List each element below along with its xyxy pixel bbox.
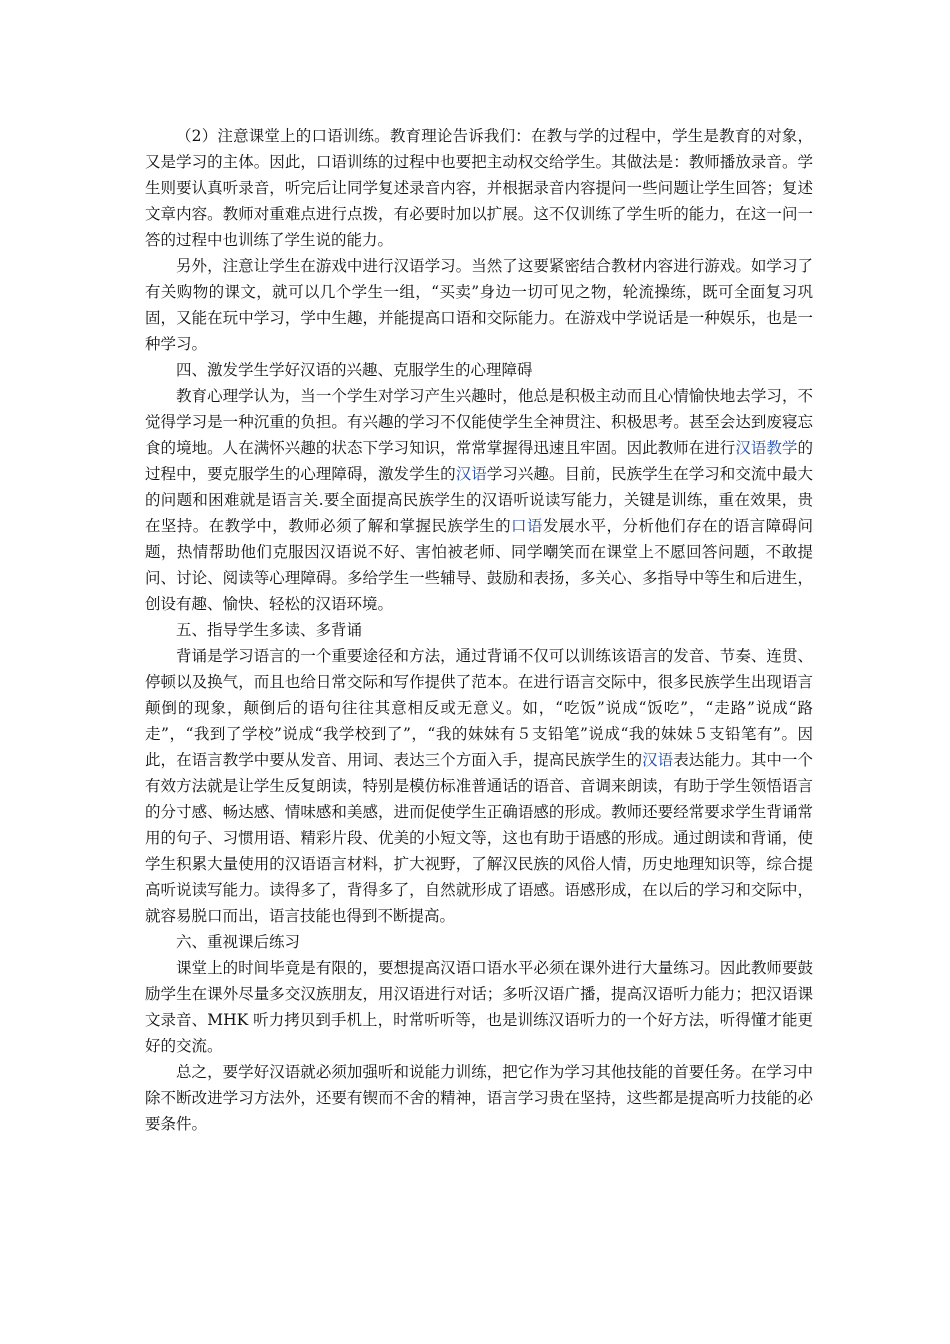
text-run: 五、指导学生多读、多背诵 [176,621,363,639]
body-paragraph [145,955,813,1059]
document-body [145,123,813,1137]
keyword-link[interactable]: 汉语 [455,465,487,483]
text-run: 学习兴趣。目前，民族学生在学习和交流中最大的问题和困难就是语言关.要全面提高民族学生的汉语听说读写能力，关键是训练，重在效果，贵在坚持。在教学中，教师必须了解和掌握民族学生的 [145,465,813,535]
text-run: 总之，要学好汉语就必须加强听和说能力训练，把它作为学习其他技能的首要任务。在学习中除不断改进学习方法外，还要有锲而不舍的精神，语言学习贵在坚持，这些都是提高听力技能的必要条件。 [145,1063,813,1133]
section-heading [145,357,813,383]
body-paragraph [145,383,813,617]
text-run: 的过程中，要克服学生的心理障碍，激发学生的 [145,439,813,483]
body-paragraph [145,1059,813,1137]
text-run: 背诵是学习语言的一个重要途径和方法，通过背诵不仅可以训练该语言的发音、节奏、连贯、停顿以及换气，而且也给日常交际和写作提供了范本。在进行语言交际中，很多民族学生出现语言颠倒的现象，颠倒后的语句往往其意相反或无意义。如，“吃饭”说成“饭吃”，“走路”说成“路走”，“我到了学校”说成“我学校到了”，“我的妹妹有５支铅笔”说成“我的妹妹５支铅笔有”。因此，在语言教学中要从发音、用词、表达三个方面入手，提高民族学生的 [145,647,813,769]
text-run: 发展水平，分析他们存在的语言障碍问题，热情帮助他们克服因汉语说不好、害怕被老师、同学嘲笑而在课堂上不愿回答问题，不敢提问、讨论、阅读等心理障碍。多给学生一些辅导、鼓励和表扬，多关心、多指导中等生和后进生，创设有趣、愉快、轻松的汉语环境。 [145,517,813,613]
keyword-link[interactable]: 汉语教学 [735,439,798,457]
text-run: 另外，注意让学生在游戏中进行汉语学习。当然了这要紧密结合教材内容进行游戏。如学习了有关购物的课文，就可以几个学生一组，“买卖”身边一切可见之物，轮流操练，既可全面复习巩固，又能在玩中学习，学中生趣，并能提高口语和交际能力。在游戏中学说话是一种娱乐，也是一种学习。 [145,257,813,353]
body-paragraph [145,253,813,357]
text-run: 课堂上的时间毕竟是有限的，要想提高汉语口语水平必须在课外进行大量练习。因此教师要鼓励学生在课外尽量多交汉族朋友，用汉语进行对话；多听汉语广播，提高汉语听力能力；把汉语课文录音、MHK 听力拷贝到手机上，时常听听等，也是训练汉语听力的一个好方法，听得懂才能更好的交流。 [145,959,813,1055]
section-heading [145,929,813,955]
body-paragraph [145,123,813,253]
keyword-link[interactable]: 汉语 [642,751,674,769]
body-paragraph [145,643,813,929]
text-run: （2）注意课堂上的口语训练。教育理论告诉我们：在教与学的过程中，学生是教育的对象，又是学习的主体。因此，口语训练的过程中也要把主动权交给学生。其做法是：教师播放录音。学生则要认真听录音，听完后让同学复述录音内容，并根据录音内容提问一些问题让学生回答；复述文章内容。教师对重难点进行点拨，有必要时加以扩展。这不仅训练了学生听的能力，在这一问一答的过程中也训练了学生说的能力。 [145,127,813,249]
text-run: 六、重视课后练习 [176,933,301,951]
keyword-link[interactable]: 口语 [511,517,543,535]
text-run: 教育心理学认为，当一个学生对学习产生兴趣时，他总是积极主动而且心情愉快地去学习，不觉得学习是一种沉重的负担。有兴趣的学习不仅能使学生全神贯注、积极思考。甚至会达到废寝忘食的境地。人在满怀兴趣的状态下学习知识，常常掌握得迅速且牢固。因此教师在进行 [145,387,813,457]
text-run: 四、激发学生学好汉语的兴趣、克服学生的心理障碍 [176,361,533,379]
section-heading [145,617,813,643]
text-run: 表达能力。其中一个有效方法就是让学生反复朗读，特别是模仿标准普通话的语音、音调来朗读，有助于学生领悟语言的分寸感、畅达感、情味感和美感，进而促使学生正确语感的形成。教师还要经常要求学生背诵常用的句子、习惯用语、精彩片段、优美的小短文等，这也有助于语感的形成。通过朗读和背诵，使学生积累大量使用的汉语语言材料，扩大视野，了解汉民族的风俗人情，历史地理知识等，综合提高听说读写能力。读得多了，背得多了，自然就形成了语感。语感形成，在以后的学习和交际中，就容易脱口而出，语言技能也得到不断提高。 [145,751,813,925]
